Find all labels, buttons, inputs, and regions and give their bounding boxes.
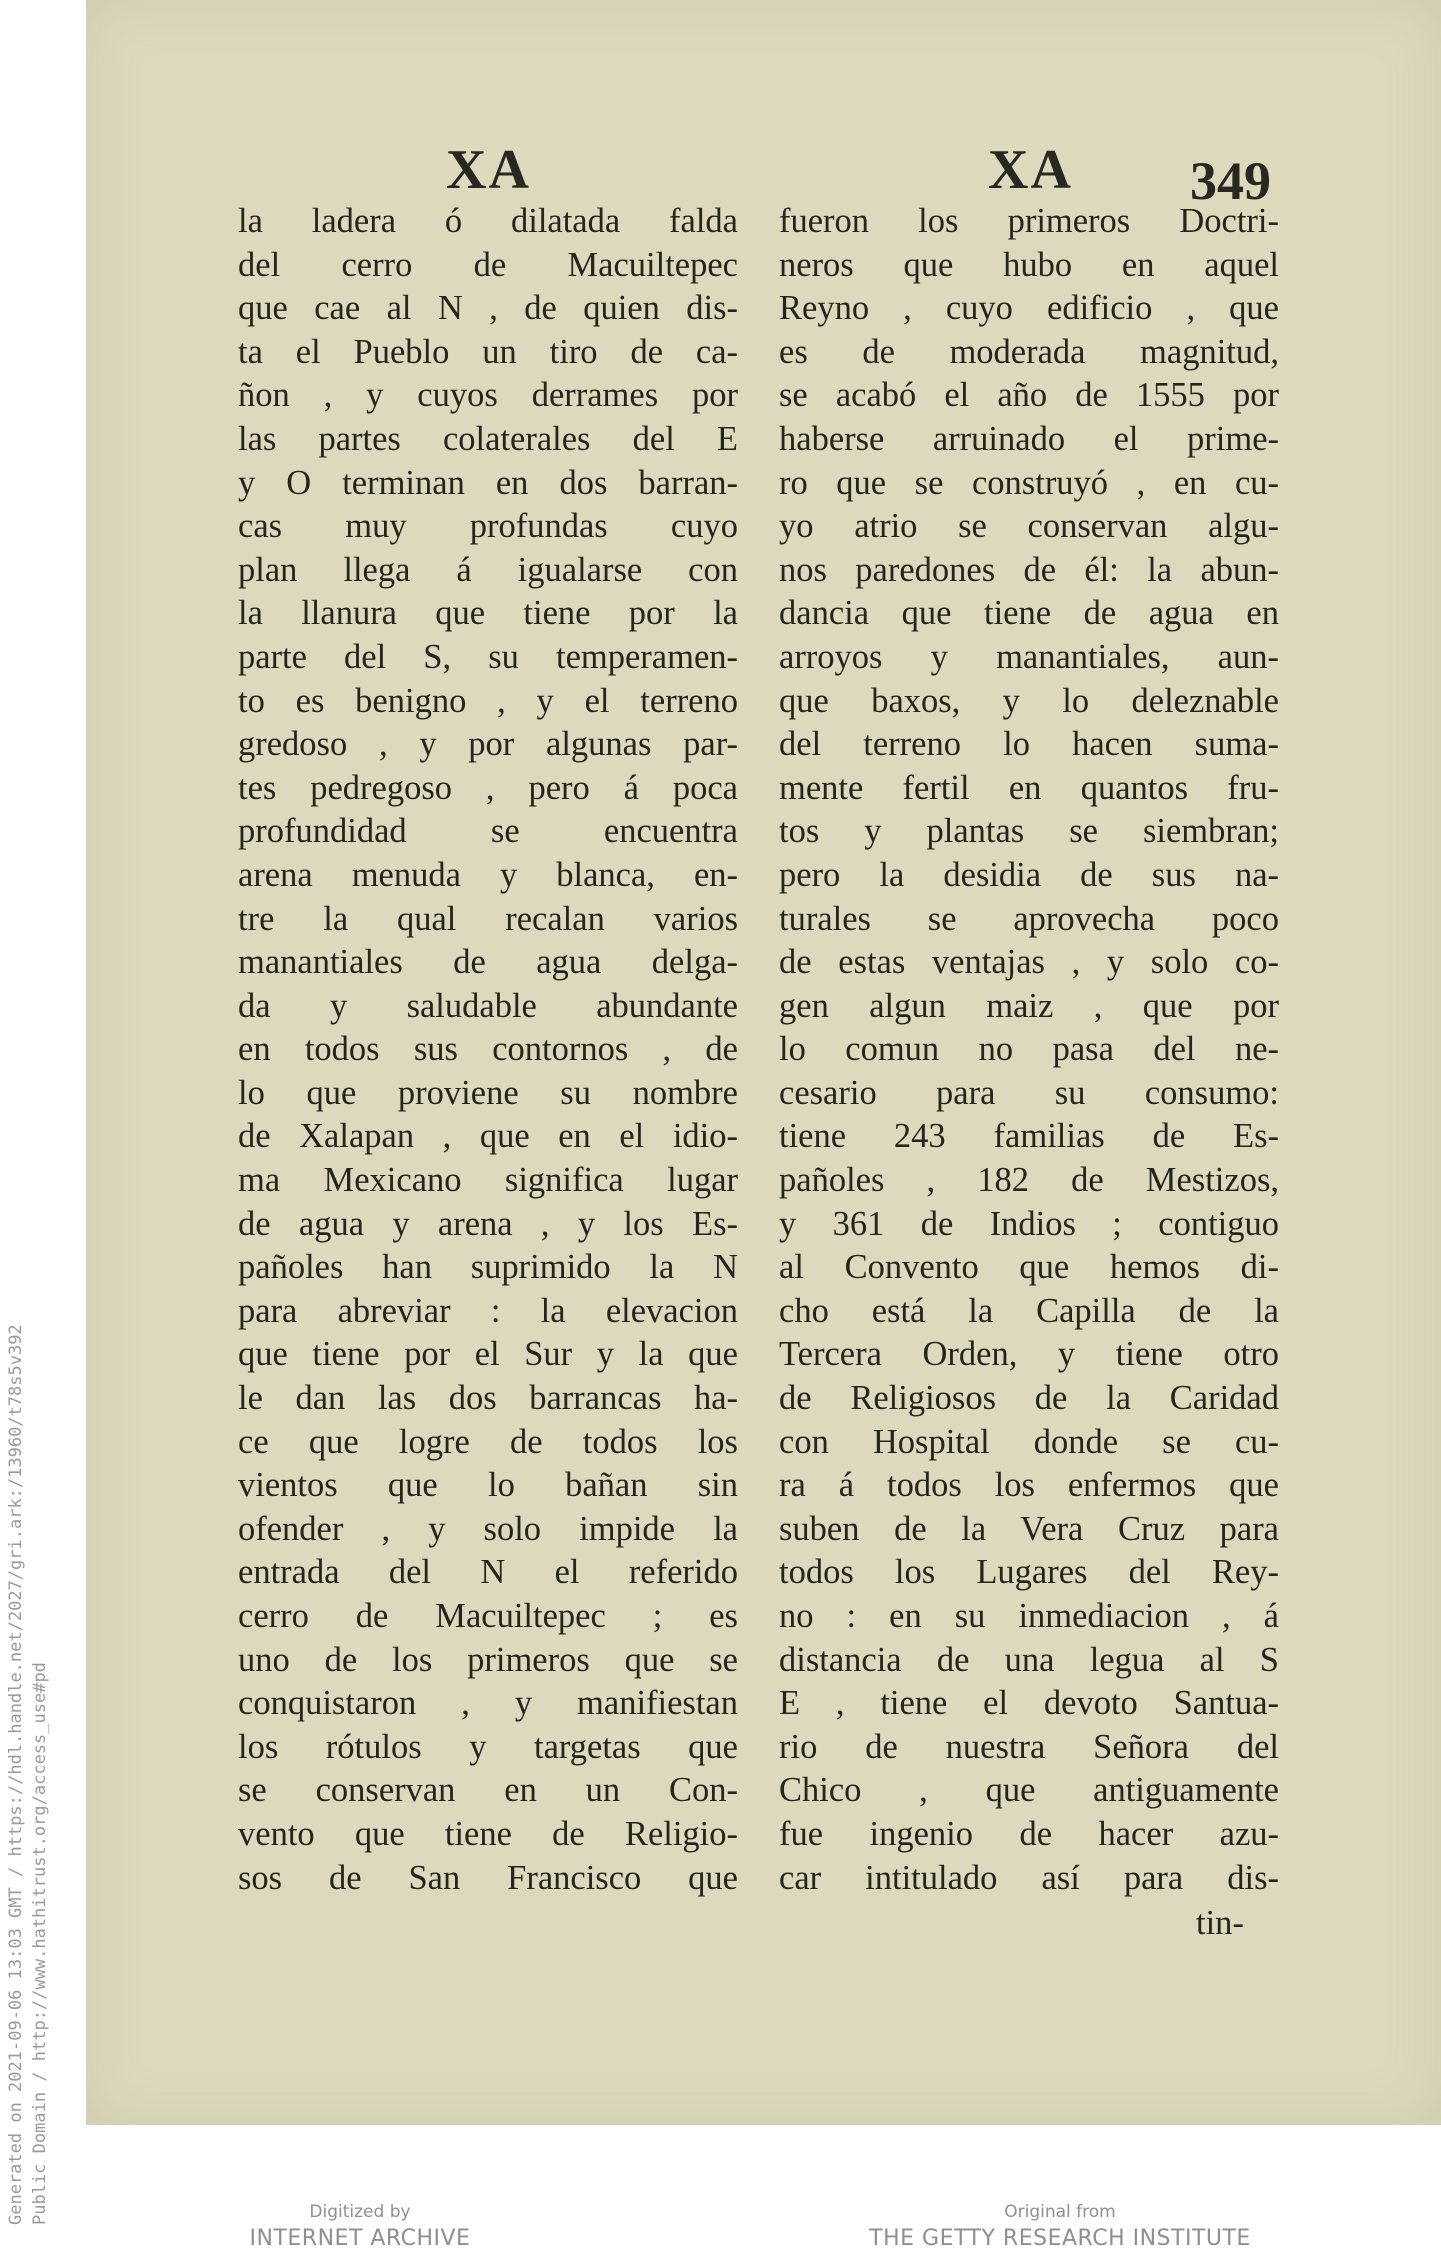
text-line: manantiales de agua delga- [238,943,738,982]
source-label: Original from [1004,2202,1116,2222]
text-line: en todos sus contornos , de [238,1030,738,1069]
text-line: Chico , que antiguamente [779,1771,1279,1810]
digitizer-label: Digitized by [309,2202,411,2222]
text-line: da y saludable abundante [238,986,738,1025]
text-line: la llanura que tiene por la [238,594,738,633]
text-line: uno de los primeros que se [238,1640,738,1679]
text-line: sos de San Francisco que [238,1858,738,1897]
text-line: lo comun no pasa del ne- [779,1030,1279,1069]
text-line: de Religiosos de la Caridad [779,1379,1279,1418]
text-line: ra á todos los enfermos que [779,1466,1279,1505]
text-line: ce que logre de todos los [238,1422,738,1461]
text-line: no : en su inmediacion , á [779,1597,1279,1635]
text-line: lo que proviene su nombre [238,1073,738,1112]
text-line: las partes colaterales del E [238,419,738,458]
text-line: nos paredones de él: la abun- [779,550,1279,589]
text-line: rio de nuestra Señora del [779,1727,1279,1766]
text-line: de estas ventajas , y solo co- [779,943,1279,982]
text-line: ñon , y cuyos derrames por [238,376,738,415]
text-line: dancia que tiene de agua en [779,594,1279,633]
text-line: vento que tiene de Religio- [238,1814,738,1853]
text-line: ta el Pueblo un tiro de ca- [238,332,738,371]
text-line: que baxos, y lo deleznable [779,681,1279,720]
running-head-left: XA [446,139,531,201]
license-stamp-line: Public Domain / http://www.hathitrust.org/access_use#pd [30,1662,50,2225]
text-line: pañoles , 182 de Mestizos, [779,1161,1279,1200]
text-line: E , tiene el devoto Santua- [779,1684,1279,1723]
generation-stamp-line: Generated on 2021-09-06 13:03 GMT / https://hdl.handle.net/2027/gri.ark:/13960/t78s5v392 [6,1324,26,2225]
text-line: yo atrio se conservan algu- [779,507,1279,546]
text-line: fue ingenio de hacer azu- [779,1814,1279,1853]
text-line: y 361 de Indios ; contiguo [779,1204,1279,1243]
text-line: los rótulos y targetas que [238,1727,738,1766]
text-line: le dan las dos barrancas ha- [238,1379,738,1418]
text-line: parte del S, su temperamen- [238,637,738,676]
text-line: que cae al N , de quien dis- [238,289,738,328]
text-line: tre la qual recalan varios [238,899,738,938]
running-head-right: XA [988,139,1073,201]
text-line: con Hospital donde se cu- [779,1422,1279,1461]
text-line: car intitulado así para dis- [779,1858,1279,1897]
text-line: ofender , y solo impide la [238,1509,738,1548]
text-line: ma Mexicano significa lugar [238,1161,738,1200]
text-line: del terreno lo hacen suma- [779,725,1279,764]
right-text-column [779,200,1279,1900]
text-line: distancia de una legua al S [779,1640,1279,1679]
text-line: conquistaron , y manifiestan [238,1684,738,1723]
page-number: 349 [1190,151,1271,211]
text-line: tiene 243 familias de Es- [779,1117,1279,1156]
text-line: haberse arruinado el prime- [779,419,1279,458]
text-line: mente fertil en quantos fru- [779,768,1279,807]
text-line: pero la desidia de sus na- [779,855,1279,894]
text-line: vientos que lo bañan sin [238,1466,738,1505]
text-line: para abreviar : la elevacion [238,1291,738,1330]
text-line: de Xalapan , que en el idio- [238,1117,738,1156]
text-line: entrada del N el referido [238,1553,738,1592]
text-line: arroyos y manantiales, aun- [779,637,1279,676]
text-line: arena menuda y blanca, en- [238,855,738,894]
source-name: THE GETTY RESEARCH INSTITUTE [869,2226,1251,2251]
left-text-column [238,200,738,1900]
text-line: la ladera ó dilatada falda [238,202,738,240]
text-line: neros que hubo en aquel [779,245,1279,284]
text-line: gredoso , y por algunas par- [238,725,738,764]
digitizer-name: INTERNET ARCHIVE [249,2226,471,2251]
text-line: cas muy profundas cuyo [238,507,738,546]
text-line: de agua y arena , y los Es- [238,1204,738,1243]
text-line: to es benigno , y el terreno [238,681,738,720]
text-line: es de moderada magnitud, [779,332,1279,371]
text-line: tos y plantas se siembran; [779,812,1279,851]
generation-stamp [4,1105,52,2225]
text-line: fueron los primeros Doctri- [779,202,1279,240]
text-line: cho está la Capilla de la [779,1291,1279,1330]
text-line: y O terminan en dos barran- [238,463,738,502]
text-line: todos los Lugares del Rey- [779,1553,1279,1592]
text-line: que tiene por el Sur y la que [238,1335,738,1374]
catchword: tin- [1196,1904,1244,1942]
text-line: pañoles han suprimido la N [238,1248,738,1287]
text-line: profundidad se encuentra [238,812,738,851]
text-line: cerro de Macuiltepec ; es [238,1597,738,1635]
text-line: ro que se construyó , en cu- [779,463,1279,502]
text-line: turales se aprovecha poco [779,899,1279,938]
text-line: suben de la Vera Cruz para [779,1509,1279,1548]
digitizer-credit [220,2200,500,2254]
text-line: Reyno , cuyo edificio , que [779,289,1279,328]
text-line: cesario para su consumo: [779,1073,1279,1112]
text-line: gen algun maiz , que por [779,986,1279,1025]
text-line: tes pedregoso , pero á poca [238,768,738,807]
text-line: plan llega á igualarse con [238,550,738,589]
text-line: se acabó el año de 1555 por [779,376,1279,415]
text-line: al Convento que hemos di- [779,1248,1279,1287]
text-line: se conservan en un Con- [238,1771,738,1810]
text-line: del cerro de Macuiltepec [238,245,738,284]
text-line: Tercera Orden, y tiene otro [779,1335,1279,1374]
source-credit [850,2200,1270,2254]
